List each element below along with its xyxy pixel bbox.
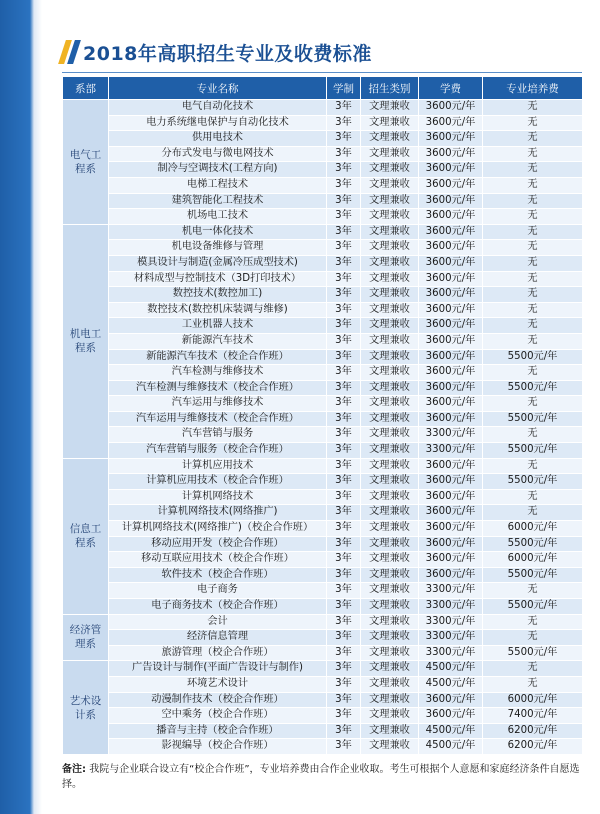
program-name-cell: 空中乘务（校企合作班） [109,708,327,724]
category-cell: 文理兼收 [361,224,419,240]
years-cell: 3年 [327,240,361,256]
years-cell: 3年 [327,489,361,505]
training-fee-cell: 无 [483,676,583,692]
category-cell: 文理兼收 [361,240,419,256]
department-cell: 艺术设计系 [63,661,109,755]
category-cell: 文理兼收 [361,302,419,318]
header-tuition: 学费 [419,77,483,100]
footnote [62,762,586,792]
years-cell: 3年 [327,443,361,459]
tuition-cell: 3600元/年 [419,255,483,271]
category-cell: 文理兼收 [361,349,419,365]
program-name-cell: 电子商务技术（校企合作班） [109,599,327,615]
training-fee-cell: 无 [483,162,583,178]
table-row [63,739,583,755]
program-name-cell: 数控技术(数控加工) [109,287,327,303]
category-cell: 文理兼收 [361,318,419,334]
years-cell: 3年 [327,302,361,318]
years-cell: 3年 [327,162,361,178]
program-name-cell: 动漫制作技术（校企合作班） [109,692,327,708]
training-fee-cell: 无 [483,177,583,193]
training-fee-cell: 无 [483,458,583,474]
table-row [63,552,583,568]
tuition-cell: 3600元/年 [419,287,483,303]
training-fee-cell: 无 [483,255,583,271]
category-cell: 文理兼收 [361,567,419,583]
table-row [63,100,583,116]
program-name-cell: 电力系统继电保护与自动化技术 [109,115,327,131]
tuition-cell: 3300元/年 [419,583,483,599]
training-fee-cell: 6000元/年 [483,521,583,537]
table-row [63,162,583,178]
category-cell: 文理兼收 [361,177,419,193]
years-cell: 3年 [327,177,361,193]
program-name-cell: 计算机网络技术 [109,489,327,505]
program-name-cell: 新能源汽车技术（校企合作班） [109,349,327,365]
years-cell: 3年 [327,333,361,349]
tuition-cell: 4500元/年 [419,661,483,677]
table-row [63,224,583,240]
category-cell: 文理兼收 [361,474,419,490]
category-cell: 文理兼收 [361,333,419,349]
table-row [63,583,583,599]
table-row [63,567,583,583]
program-name-cell: 汽车运用与维修技术 [109,396,327,412]
program-name-cell: 计算机网络技术(网络推广)（校企合作班） [109,521,327,537]
table-row [63,676,583,692]
program-name-cell: 环境艺术设计 [109,676,327,692]
table-row [63,474,583,490]
years-cell: 3年 [327,692,361,708]
table-row [63,708,583,724]
years-cell: 3年 [327,287,361,303]
footnote-label: 备注: [62,764,86,775]
table-row [63,599,583,615]
training-fee-cell: 无 [483,427,583,443]
category-cell: 文理兼收 [361,692,419,708]
table-row [63,443,583,459]
table-row [63,723,583,739]
years-cell: 3年 [327,567,361,583]
fee-table-body [63,100,583,755]
category-cell: 文理兼收 [361,458,419,474]
tuition-cell: 4500元/年 [419,723,483,739]
tuition-cell: 3600元/年 [419,224,483,240]
table-row [63,255,583,271]
years-cell: 3年 [327,271,361,287]
category-cell: 文理兼收 [361,271,419,287]
category-cell: 文理兼收 [361,708,419,724]
category-cell: 文理兼收 [361,209,419,225]
header-department: 系部 [63,77,109,100]
program-name-cell: 电子商务 [109,583,327,599]
training-fee-cell: 无 [483,271,583,287]
years-cell: 3年 [327,474,361,490]
table-row [63,458,583,474]
table-row [63,209,583,225]
training-fee-cell: 无 [483,287,583,303]
category-cell: 文理兼收 [361,505,419,521]
department-cell: 机电工程系 [63,224,109,458]
training-fee-cell: 6000元/年 [483,552,583,568]
years-cell: 3年 [327,536,361,552]
table-row [63,349,583,365]
tuition-cell: 3600元/年 [419,162,483,178]
tuition-cell: 3300元/年 [419,630,483,646]
training-fee-cell: 无 [483,146,583,162]
training-fee-cell: 无 [483,318,583,334]
table-row [63,692,583,708]
tuition-cell: 3600元/年 [419,411,483,427]
program-name-cell: 汽车营销与服务（校企合作班） [109,443,327,459]
department-cell: 电气工程系 [63,100,109,225]
training-fee-cell: 无 [483,489,583,505]
tuition-cell: 3600元/年 [419,365,483,381]
years-cell: 3年 [327,630,361,646]
category-cell: 文理兼收 [361,443,419,459]
training-fee-cell: 无 [483,302,583,318]
years-cell: 3年 [327,708,361,724]
program-name-cell: 汽车运用与维修技术（校企合作班） [109,411,327,427]
category-cell: 文理兼收 [361,365,419,381]
training-fee-cell: 无 [483,224,583,240]
table-row [63,146,583,162]
training-fee-cell: 无 [483,396,583,412]
category-cell: 文理兼收 [361,100,419,116]
category-cell: 文理兼收 [361,287,419,303]
tuition-cell: 3600元/年 [419,193,483,209]
category-cell: 文理兼收 [361,521,419,537]
category-cell: 文理兼收 [361,599,419,615]
program-name-cell: 数控技术(数控机床装调与维修) [109,302,327,318]
tuition-cell: 3600元/年 [419,708,483,724]
tuition-cell: 3600元/年 [419,552,483,568]
category-cell: 文理兼收 [361,583,419,599]
program-name-cell: 会计 [109,614,327,630]
title-row [62,32,372,72]
years-cell: 3年 [327,676,361,692]
table-row [63,365,583,381]
training-fee-cell: 无 [483,365,583,381]
tuition-cell: 3600元/年 [419,146,483,162]
years-cell: 3年 [327,100,361,116]
table-row [63,380,583,396]
program-name-cell: 软件技术（校企合作班） [109,567,327,583]
program-name-cell: 移动应用开发（校企合作班） [109,536,327,552]
training-fee-cell: 5500元/年 [483,380,583,396]
training-fee-cell: 无 [483,661,583,677]
program-name-cell: 工业机器人技术 [109,318,327,334]
tuition-cell: 3600元/年 [419,505,483,521]
category-cell: 文理兼收 [361,427,419,443]
category-cell: 文理兼收 [361,614,419,630]
training-fee-cell: 无 [483,583,583,599]
program-name-cell: 建筑智能化工程技术 [109,193,327,209]
category-cell: 文理兼收 [361,396,419,412]
table-row [63,193,583,209]
category-cell: 文理兼收 [361,552,419,568]
years-cell: 3年 [327,645,361,661]
program-name-cell: 广告设计与制作(平面广告设计与制作) [109,661,327,677]
years-cell: 3年 [327,131,361,147]
table-row [63,536,583,552]
program-name-cell: 模具设计与制造(金属冷压成型技术) [109,255,327,271]
years-cell: 3年 [327,599,361,615]
years-cell: 3年 [327,380,361,396]
table-row [63,333,583,349]
table-header-row [63,77,583,100]
years-cell: 3年 [327,661,361,677]
category-cell: 文理兼收 [361,630,419,646]
page-title: 2018年高职招生专业及收费标准 [83,42,372,65]
category-cell: 文理兼收 [361,723,419,739]
title-stripe-icon [62,40,77,64]
program-name-cell: 播音与主持（校企合作班） [109,723,327,739]
years-cell: 3年 [327,458,361,474]
tuition-cell: 3600元/年 [419,536,483,552]
header-training-fee: 专业培养费 [483,77,583,100]
program-name-cell: 移动互联应用技术（校企合作班） [109,552,327,568]
tuition-cell: 3600元/年 [419,115,483,131]
category-cell: 文理兼收 [361,193,419,209]
training-fee-cell: 无 [483,131,583,147]
training-fee-cell: 5500元/年 [483,349,583,365]
training-fee-cell: 无 [483,630,583,646]
category-cell: 文理兼收 [361,645,419,661]
tuition-cell: 3600元/年 [419,209,483,225]
training-fee-cell: 5500元/年 [483,474,583,490]
program-name-cell: 机场电工技术 [109,209,327,225]
tuition-cell: 3600元/年 [419,474,483,490]
years-cell: 3年 [327,583,361,599]
category-cell: 文理兼收 [361,255,419,271]
tuition-cell: 3600元/年 [419,521,483,537]
table-row [63,271,583,287]
training-fee-cell: 6200元/年 [483,739,583,755]
program-name-cell: 分布式发电与微电网技术 [109,146,327,162]
program-name-cell: 汽车营销与服务 [109,427,327,443]
category-cell: 文理兼收 [361,411,419,427]
header-years: 学制 [327,77,361,100]
tuition-cell: 3300元/年 [419,443,483,459]
years-cell: 3年 [327,396,361,412]
tuition-cell: 3300元/年 [419,645,483,661]
table-row [63,645,583,661]
table-row [63,240,583,256]
training-fee-cell: 无 [483,209,583,225]
title-rule [62,72,582,73]
years-cell: 3年 [327,255,361,271]
table-row [63,302,583,318]
years-cell: 3年 [327,365,361,381]
years-cell: 3年 [327,318,361,334]
years-cell: 3年 [327,427,361,443]
header-program: 专业名称 [109,77,327,100]
table-row [63,489,583,505]
program-name-cell: 计算机应用技术 [109,458,327,474]
category-cell: 文理兼收 [361,131,419,147]
tuition-cell: 3600元/年 [419,318,483,334]
training-fee-cell: 无 [483,614,583,630]
years-cell: 3年 [327,505,361,521]
years-cell: 3年 [327,349,361,365]
tuition-cell: 3600元/年 [419,100,483,116]
training-fee-cell: 5500元/年 [483,536,583,552]
program-name-cell: 汽车检测与维修技术（校企合作班） [109,380,327,396]
category-cell: 文理兼收 [361,162,419,178]
training-fee-cell: 无 [483,505,583,521]
training-fee-cell: 无 [483,193,583,209]
footnote-text: 我院与企业联合设立有“校企合作班”，专业培养费由合作企业收取。考生可根据个人意愿和家庭经济条件自愿选择。 [62,764,580,790]
tuition-cell: 3600元/年 [419,692,483,708]
table-row [63,318,583,334]
table-row [63,614,583,630]
category-cell: 文理兼收 [361,380,419,396]
program-name-cell: 旅游管理（校企合作班） [109,645,327,661]
category-cell: 文理兼收 [361,536,419,552]
tuition-cell: 3600元/年 [419,458,483,474]
category-cell: 文理兼收 [361,489,419,505]
years-cell: 3年 [327,723,361,739]
tuition-cell: 3600元/年 [419,302,483,318]
tuition-cell: 3600元/年 [419,380,483,396]
tuition-cell: 3300元/年 [419,427,483,443]
category-cell: 文理兼收 [361,146,419,162]
program-name-cell: 电气自动化技术 [109,100,327,116]
training-fee-cell: 无 [483,100,583,116]
table-row [63,177,583,193]
training-fee-cell: 5500元/年 [483,443,583,459]
tuition-cell: 4500元/年 [419,739,483,755]
header-category: 招生类别 [361,77,419,100]
category-cell: 文理兼收 [361,676,419,692]
years-cell: 3年 [327,146,361,162]
training-fee-cell: 6200元/年 [483,723,583,739]
tuition-cell: 3600元/年 [419,240,483,256]
program-name-cell: 经济信息管理 [109,630,327,646]
program-name-cell: 机电设备维修与管理 [109,240,327,256]
tuition-cell: 3600元/年 [419,271,483,287]
table-row [63,505,583,521]
table-row [63,131,583,147]
program-name-cell: 新能源汽车技术 [109,333,327,349]
years-cell: 3年 [327,193,361,209]
years-cell: 3年 [327,115,361,131]
program-name-cell: 影视编导（校企合作班） [109,739,327,755]
department-cell: 信息工程系 [63,458,109,614]
years-cell: 3年 [327,209,361,225]
category-cell: 文理兼收 [361,661,419,677]
program-name-cell: 电梯工程技术 [109,177,327,193]
category-cell: 文理兼收 [361,115,419,131]
tuition-cell: 3600元/年 [419,131,483,147]
training-fee-cell: 无 [483,115,583,131]
tuition-cell: 3300元/年 [419,599,483,615]
training-fee-cell: 6000元/年 [483,692,583,708]
training-fee-cell: 无 [483,240,583,256]
table-row [63,521,583,537]
table-row [63,630,583,646]
training-fee-cell: 5500元/年 [483,599,583,615]
blue-spine-band [0,0,42,814]
tuition-cell: 3600元/年 [419,567,483,583]
training-fee-cell: 5500元/年 [483,411,583,427]
program-name-cell: 制冷与空调技术(工程方向) [109,162,327,178]
program-name-cell: 计算机应用技术（校企合作班） [109,474,327,490]
table-row [63,287,583,303]
years-cell: 3年 [327,739,361,755]
training-fee-cell: 无 [483,333,583,349]
years-cell: 3年 [327,411,361,427]
table-row [63,661,583,677]
program-name-cell: 计算机网络技术(网络推广) [109,505,327,521]
tuition-cell: 3600元/年 [419,333,483,349]
program-name-cell: 材料成型与控制技术（3D打印技术） [109,271,327,287]
tuition-cell: 4500元/年 [419,676,483,692]
table-row [63,427,583,443]
tuition-cell: 3300元/年 [419,614,483,630]
tuition-cell: 3600元/年 [419,349,483,365]
program-name-cell: 供用电技术 [109,131,327,147]
tuition-cell: 3600元/年 [419,396,483,412]
program-name-cell: 机电一体化技术 [109,224,327,240]
training-fee-cell: 7400元/年 [483,708,583,724]
department-cell: 经济管理系 [63,614,109,661]
table-row [63,396,583,412]
years-cell: 3年 [327,521,361,537]
table-row [63,411,583,427]
years-cell: 3年 [327,552,361,568]
program-name-cell: 汽车检测与维修技术 [109,365,327,381]
category-cell: 文理兼收 [361,739,419,755]
training-fee-cell: 5500元/年 [483,645,583,661]
tuition-cell: 3600元/年 [419,177,483,193]
tuition-cell: 3600元/年 [419,489,483,505]
training-fee-cell: 5500元/年 [483,567,583,583]
table-row [63,115,583,131]
years-cell: 3年 [327,614,361,630]
years-cell: 3年 [327,224,361,240]
fee-table [62,76,583,755]
